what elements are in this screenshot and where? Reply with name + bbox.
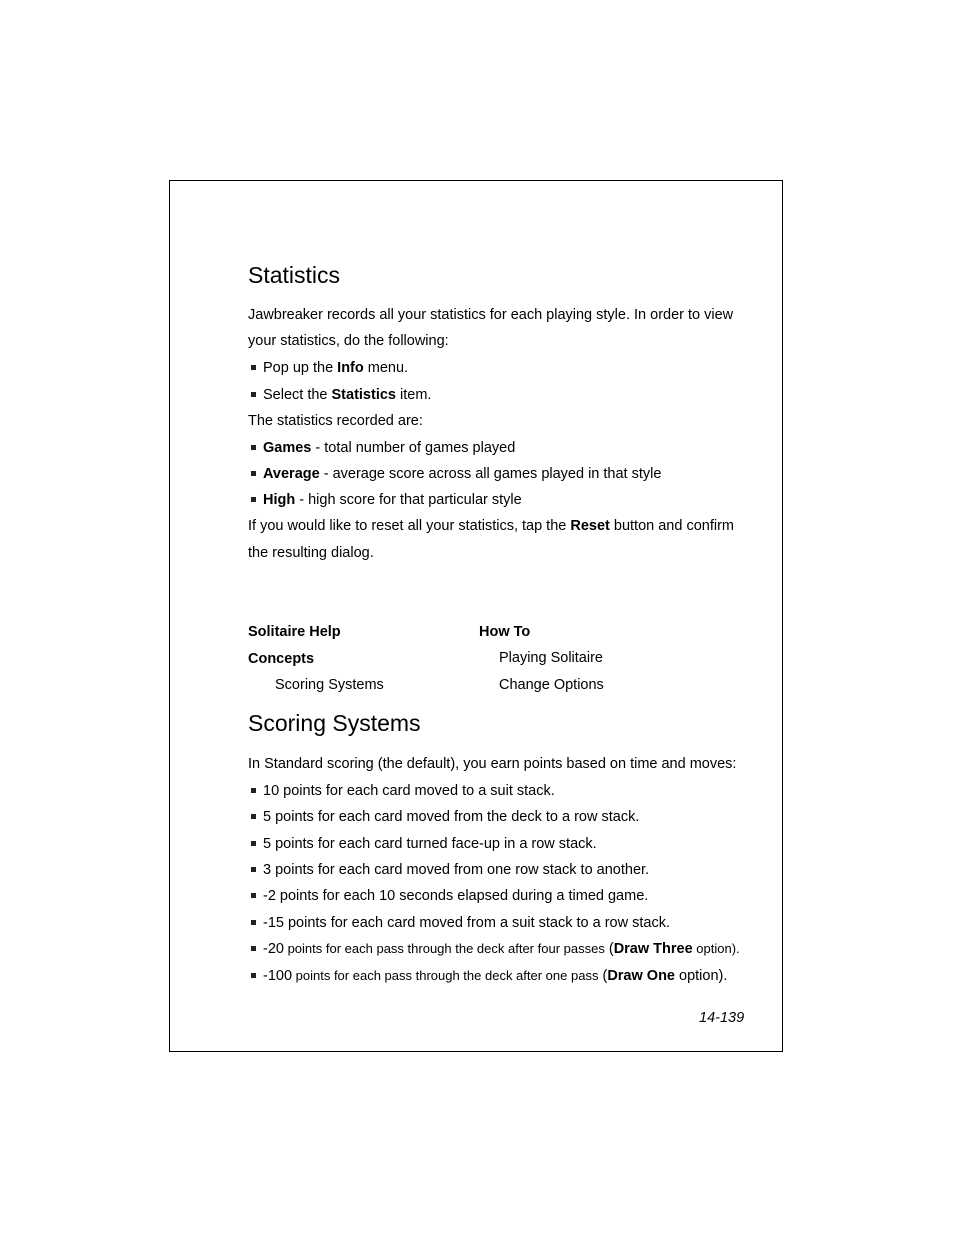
stat-average: Average - average score across all games played in that style	[263, 466, 662, 482]
step-statistics-item: Select the Statistics item.	[263, 387, 432, 403]
link-scoring-systems[interactable]: Scoring Systems	[275, 677, 384, 693]
draw-one-label: Draw One	[607, 968, 675, 984]
link-playing-solitaire[interactable]: Playing Solitaire	[499, 650, 603, 666]
reset-instructions-line2: the resulting dialog.	[248, 545, 374, 561]
bullet-icon	[251, 946, 256, 951]
stat-high: High - high score for that particular style	[263, 492, 522, 508]
bullet-icon	[251, 920, 256, 925]
link-change-options[interactable]: Change Options	[499, 677, 604, 693]
stat-games: Games - total number of games played	[263, 440, 516, 456]
scoring-item-draw-three: -20 points for each pass through the deck after four passes (Draw Three option).	[263, 941, 740, 957]
scoring-item: -2 points for each 10 seconds elapsed during a timed game.	[263, 888, 649, 904]
bullet-icon	[251, 814, 256, 819]
scoring-item: 10 points for each card moved to a suit stack.	[263, 783, 555, 799]
info-menu-label: Info	[337, 360, 364, 376]
bullet-icon	[251, 392, 256, 397]
bullet-icon	[251, 365, 256, 370]
link-solitaire-help[interactable]: Solitaire Help	[248, 624, 341, 640]
scoring-heading: Scoring Systems	[248, 710, 421, 736]
statistics-heading: Statistics	[248, 262, 341, 288]
reset-button-label: Reset	[570, 518, 610, 534]
draw-three-label: Draw Three	[613, 941, 693, 957]
link-concepts[interactable]: Concepts	[248, 651, 315, 667]
scoring-item: -15 points for each card moved from a suit stack to a row stack.	[263, 915, 670, 931]
recorded-label: The statistics recorded are:	[248, 413, 423, 429]
statistics-intro-line2: your statistics, do the following:	[248, 333, 449, 349]
scoring-item-draw-one: -100 points for each pass through the deck after one pass (Draw One option).	[263, 968, 728, 984]
bullet-icon	[251, 893, 256, 898]
step-info-menu: Pop up the Info menu.	[263, 360, 409, 376]
scoring-item: 5 points for each card moved from the deck to a row stack.	[263, 809, 640, 825]
bullet-icon	[251, 445, 256, 450]
bullet-icon	[251, 471, 256, 476]
scoring-item: 3 points for each card moved from one row stack to another.	[263, 862, 650, 878]
bullet-icon	[251, 867, 256, 872]
statistics-intro-line1: Jawbreaker records all your statistics for each playing style. In order to view	[248, 307, 734, 323]
scoring-intro: In Standard scoring (the default), you earn points based on time and moves:	[248, 756, 737, 772]
bullet-icon	[251, 973, 256, 978]
bullet-icon	[251, 788, 256, 793]
statistics-item-label: Statistics	[331, 387, 396, 403]
reset-instructions: If you would like to reset all your statistics, tap the Reset button and confirm	[248, 518, 735, 534]
link-how-to[interactable]: How To	[479, 624, 531, 640]
scoring-item: 5 points for each card turned face-up in a row stack.	[263, 836, 597, 852]
bullet-icon	[251, 841, 256, 846]
page-number: 14-139	[699, 1010, 745, 1026]
bullet-icon	[251, 497, 256, 502]
